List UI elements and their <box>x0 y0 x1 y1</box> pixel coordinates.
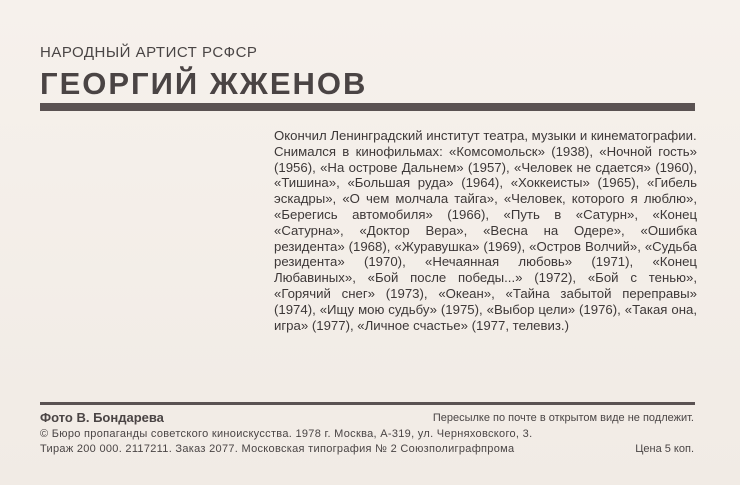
filmography-paragraph: Снимался в кинофильмах: «Комсомольск» (1938), «Ночной гость» (1956), «На острове Дальнем» (1957), «Человек не сдается» (1960), «Тишина», «Большая руда» (1964), «Хоккеисты» (1965), «Гибель эскадры», «О чем молчала тайга», «Человек, которого я люблю», «Берегись автомобиля» (1966), «Путь в «Сатурн», «Конец «Сатурна», «Доктор Вера», «Весна на Одере», «Ошибка резидента» (1968), «Журавушка» (1969), «Остров Волчий», «Судьба резидента» (1970), «Нечаянная любовь» (1971), «Конец Любавиных», «Бой после победы...» (1972), «Бой с тенью», «Горячий снег» (1973), «Океан», «Тайна забытой переправы» (1974), «Ищу мою судьбу» (1975), «Выбор цели» (1976), «Такая она, игра» (1977), «Личное счастье» (1977, телевиз.) <box>274 143 697 333</box>
publisher-info: © Бюро пропаганды советского киноискусства. 1978 г. Москва, А-319, ул. Черняховского, 3. <box>40 428 533 440</box>
honorary-title: НАРОДНЫЙ АРТИСТ РСФСР <box>40 44 258 61</box>
biography <box>274 128 697 333</box>
mail-note: Пересылке по почте в открытом виде не подлежит. <box>432 412 694 424</box>
price: Цена 5 коп. <box>635 443 694 455</box>
actor-name: ГЕОРГИЙ ЖЖЕНОВ <box>40 66 368 101</box>
top-divider <box>40 103 695 111</box>
photo-credit: Фото В. Бондарева <box>40 410 164 425</box>
bottom-divider <box>40 402 695 405</box>
printing-info: Тираж 200 000. 2117211. Заказ 2077. Московская типография № 2 Союзполиграфпрома <box>40 443 515 455</box>
education-paragraph: Окончил Ленинградский институт театра, музыки и кинематографии. <box>274 128 697 143</box>
